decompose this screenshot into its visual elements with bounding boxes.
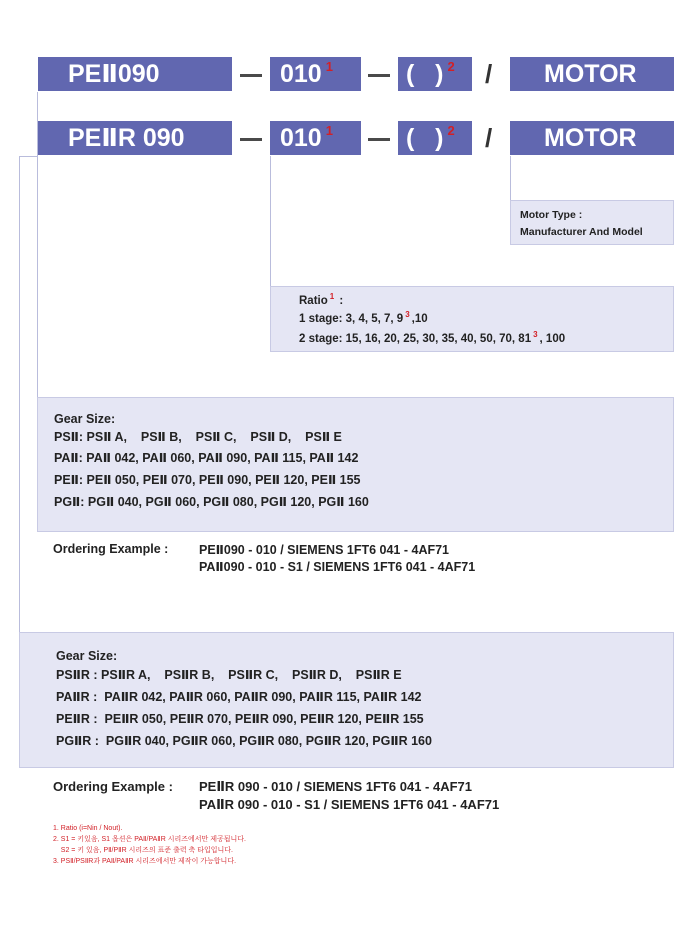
footnote-1: 1. Ratio (i=Nin / Nout).: [53, 825, 123, 832]
option-footnote-mark: 2: [447, 59, 455, 74]
series-code: PEⅡR 090: [68, 124, 185, 152]
stage-2-footnote-mark: 3: [533, 330, 538, 339]
gear-size-row-pa: PAⅡ: PAⅡ 042, PAⅡ 060, PAⅡ 090, PAⅡ 115, PAⅡ 142: [54, 451, 359, 465]
gear-size-panel-1: [37, 397, 674, 532]
motor-code: MOTOR: [544, 124, 637, 152]
dash-separator: [368, 138, 390, 141]
connector-line: [19, 156, 20, 632]
motor-type-label: Motor Type :: [520, 209, 583, 221]
ratio-title: [299, 292, 344, 307]
gear-size-row-pg: PGⅡR : PGⅡR 040, PGⅡR 060, PGⅡR 080, PGⅡR 120, PGⅡR 160: [56, 734, 432, 748]
ratio-footnote-mark: 1: [325, 123, 333, 138]
motor-code: MOTOR: [544, 60, 637, 88]
dash-separator: [240, 74, 262, 77]
ratio-code: 010: [280, 124, 322, 152]
ratio-code-box: [270, 121, 361, 155]
ratio-title-footnote-mark: 1: [329, 292, 335, 301]
option-code: ( ): [406, 60, 444, 88]
footnote-2b: S2 = 키 있음, PⅡ/PⅡR 시리즈의 표준 출력 축 타입입니다.: [53, 847, 234, 854]
ratio-title-text: Ratio: [299, 295, 328, 307]
gear-size-row-pe: PEⅡR : PEⅡR 050, PEⅡR 070, PEⅡR 090, PEⅡR 120, PEⅡR 155: [56, 712, 424, 726]
gear-size-title: Gear Size:: [56, 649, 118, 663]
option-footnote-mark: 2: [447, 123, 455, 138]
motor-type-desc: Manufacturer And Model: [520, 226, 643, 238]
ratio-stage-2: [299, 330, 566, 345]
ratio-stage-2-last: , 100: [539, 333, 566, 345]
ratio-stage-2-values: 2 stage: 15, 16, 20, 25, 30, 35, 40, 50, 70, 81: [299, 333, 532, 345]
ratio-title-colon: :: [336, 295, 344, 307]
ordering-example-line-2: PAⅡR 090 - 010 - S1 / SIEMENS 1FT6 041 - 4AF71: [199, 797, 500, 812]
dash-separator: [240, 138, 262, 141]
footnote-3: 3. PSⅡ/PSⅡR과 PAⅡ/PAⅡR 시리즈에서만 제작이 가능합니다.: [53, 858, 237, 865]
gear-size-row-ps: PSⅡ: PSⅡ A, PSⅡ B, PSⅡ C, PSⅡ D, PSⅡ E: [54, 430, 342, 444]
ratio-stage-1-last: ,10: [411, 313, 428, 325]
stage-1-footnote-mark: 3: [405, 310, 410, 319]
connector-line: [270, 156, 271, 286]
ratio-footnote-mark: 1: [325, 59, 333, 74]
option-code-box: [398, 121, 472, 155]
gear-size-row-pg: PGⅡ: PGⅡ 040, PGⅡ 060, PGⅡ 080, PGⅡ 120, PGⅡ 160: [54, 495, 369, 509]
gear-size-row-pe: PEⅡ: PEⅡ 050, PEⅡ 070, PEⅡ 090, PEⅡ 120, PEⅡ 155: [54, 473, 361, 487]
series-code-box: [38, 121, 232, 155]
ordering-example-line-1: PEⅡR 090 - 010 / SIEMENS 1FT6 041 - 4AF71: [199, 779, 473, 794]
footnote-2: 2. S1 = 키있음, S1 옵션은 PAⅡ/PAⅡR 시리즈에서만 제공됩니다.: [53, 836, 246, 843]
ratio-panel: [270, 286, 674, 352]
series-code: PEⅡ090: [68, 60, 160, 88]
gear-size-row-ps: PSⅡR : PSⅡR A, PSⅡR B, PSⅡR C, PSⅡR D, PSⅡR E: [56, 668, 402, 682]
ratio-stage-1: [299, 310, 428, 325]
series-code-box: [38, 57, 232, 91]
slash-separator: /: [485, 123, 493, 153]
ordering-example-line-1: PEⅡ090 - 010 / SIEMENS 1FT6 041 - 4AF71: [199, 543, 450, 557]
ratio-code-box: [270, 57, 361, 91]
ordering-example-label: Ordering Example :: [53, 542, 169, 556]
gear-size-title: Gear Size:: [54, 412, 116, 426]
slash-separator: /: [485, 59, 493, 89]
option-code: ( ): [406, 124, 444, 152]
ratio-code: 010: [280, 60, 322, 88]
gear-size-row-pa: PAⅡR : PAⅡR 042, PAⅡR 060, PAⅡR 090, PAⅡR 115, PAⅡR 142: [56, 690, 422, 704]
motor-code-box: [510, 121, 674, 155]
motor-type-panel: [510, 200, 674, 245]
gear-size-panel-2: [19, 632, 674, 768]
ordering-example-line-2: PAⅡ090 - 010 - S1 / SIEMENS 1FT6 041 - 4AF71: [199, 560, 476, 574]
option-code-box: [398, 57, 472, 91]
connector-line: [510, 156, 511, 200]
ratio-stage-1-values: 1 stage: 3, 4, 5, 7, 9: [299, 313, 404, 325]
connector-line: [19, 156, 37, 157]
ordering-example-label: Ordering Example :: [53, 779, 173, 794]
motor-code-box: [510, 57, 674, 91]
dash-separator: [368, 74, 390, 77]
